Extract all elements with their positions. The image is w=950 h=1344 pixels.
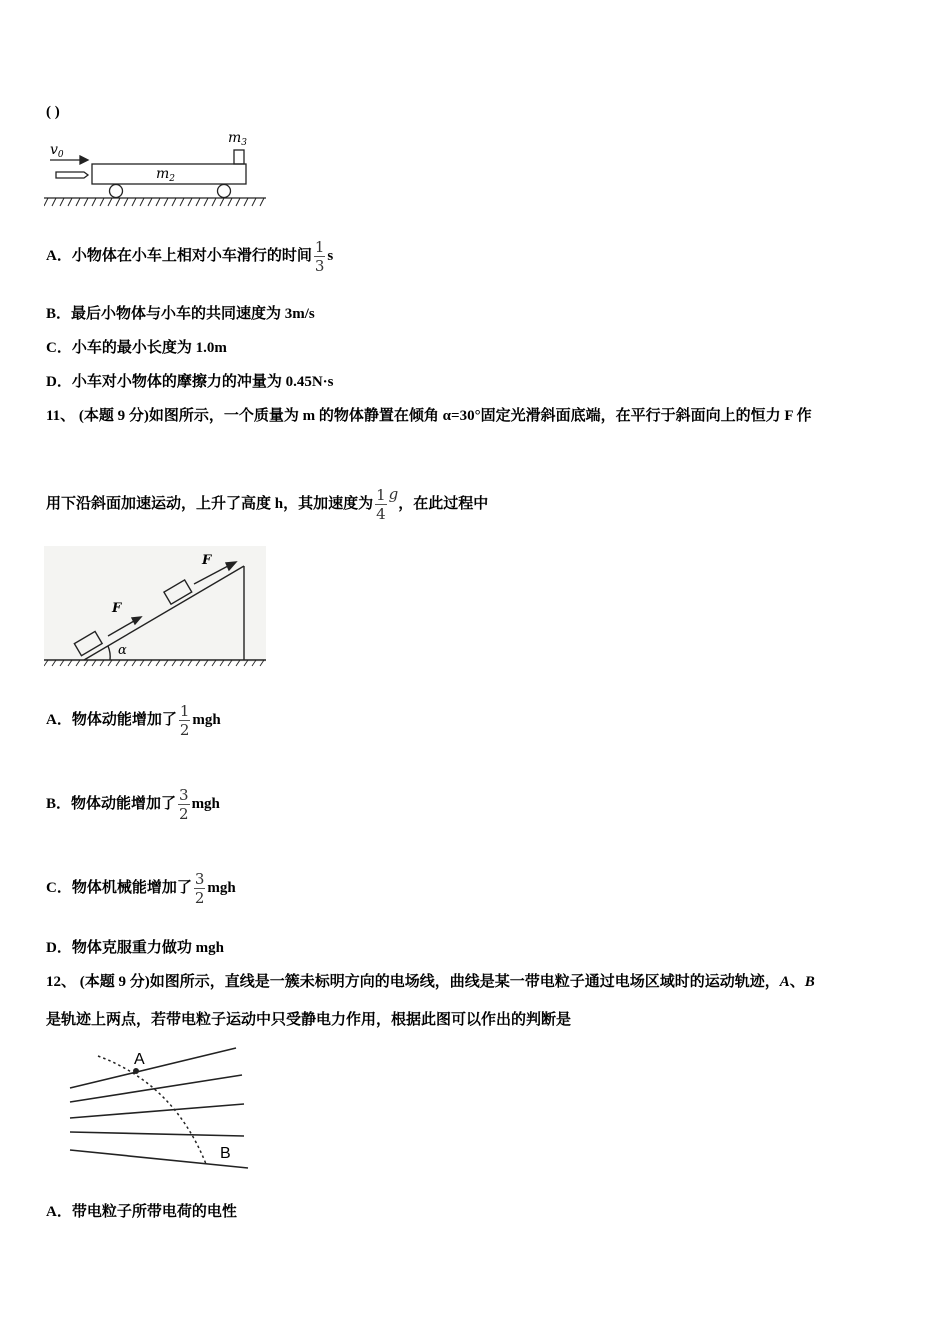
q10-option-d: D．小车对小物体的摩擦力的冲量为 0.45N·s <box>46 374 334 390</box>
incline-diagram <box>44 546 268 670</box>
q11-option-c: C．物体机械能增加了 $\frac{3}{2}$ mgh <box>46 870 236 908</box>
field-lines-diagram <box>64 1044 254 1174</box>
cart-diagram <box>44 126 270 210</box>
force-label-upper: F <box>202 553 212 568</box>
q10-option-a: A．小物体在小车上相对小车滑行的时间 $\frac{1}{3}$ s <box>46 238 334 276</box>
q11-option-b: B．物体动能增加了 $\frac{3}{2}$ mgh <box>46 786 220 824</box>
angle-label: α <box>118 643 127 658</box>
q11-stem-line1: 11、 (本题 9 分)如图所示，一个质量为 m 的物体静置在倾角 α=30°固定光滑斜面底端，在平行于斜面向上的恒力 F 作 <box>46 408 812 424</box>
q12-option-a: A．带电粒子所带电荷的电性 <box>46 1204 237 1220</box>
q11-option-d: D．物体克服重力做功 mgh <box>46 940 224 956</box>
m3-label: $m_3$ <box>228 130 248 148</box>
q12-stem-line2: 是轨迹上两点，若带电粒子运动中只受静电力作用，根据此图可以作出的判断是 <box>46 1012 572 1028</box>
q10-option-b: B．最后小物体与小车的共同速度为 3m/s <box>46 306 315 322</box>
point-a-label: A <box>134 1051 145 1068</box>
answer-bracket: ( ) <box>46 104 60 120</box>
q10-option-c: C．小车的最小长度为 1.0m <box>46 340 227 356</box>
q11-stem-line2: 用下沿斜面加速运动，上升了高度 h，其加速度为 $\frac{1}{4}$ g，在此过程中 <box>46 485 489 524</box>
v0-label: $v_0$ <box>50 142 64 160</box>
q12-stem-line1: 12、 (本题 9 分)如图所示，直线是一簇未标明方向的电场线，曲线是某一带电粒子通过电场区域时的运动轨迹，A、B <box>46 974 815 990</box>
q11-option-a: A．物体动能增加了 $\frac{1}{2}$ mgh <box>46 702 221 740</box>
point-b-label: B <box>220 1145 231 1162</box>
force-label-lower: F <box>112 601 122 616</box>
m2-label: $m_2$ <box>156 166 176 184</box>
